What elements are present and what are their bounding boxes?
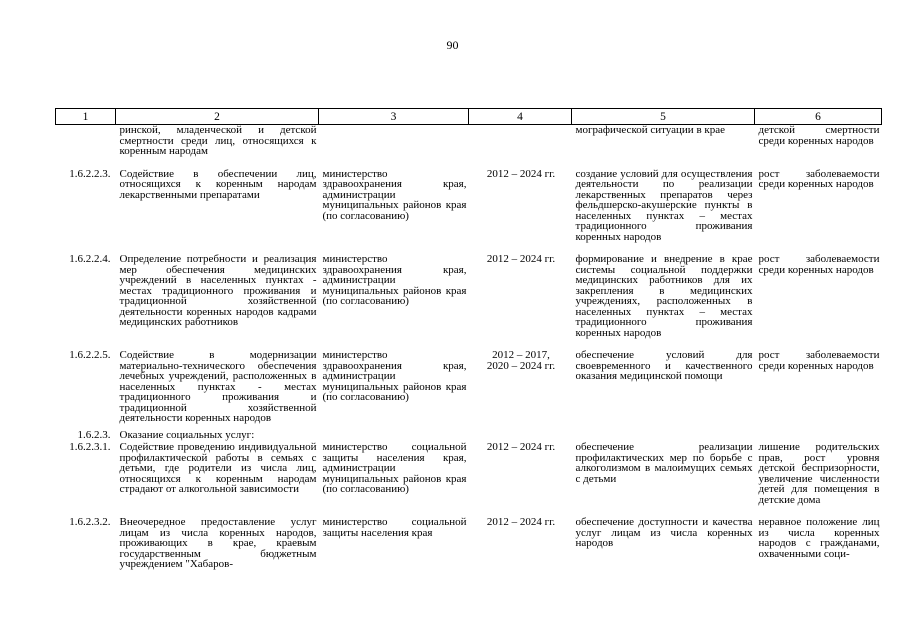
expected-result: мографической ситуации в крае — [575, 124, 725, 136]
page-number: 90 — [446, 38, 459, 52]
measure-text: Определение потребности и реализация мер обеспечения медицинских учреждений в населенных пунктах - местах традиционного проживания и традиционной хозяйственной деятельности коренных народов кадрами медицинских работников — [119, 253, 317, 328]
table-row — [56, 350, 882, 430]
table-row — [56, 517, 882, 570]
table-row — [56, 125, 882, 169]
item-number: 1.6.2.3.2. — [69, 516, 111, 528]
section-title: Оказание социальных услуг: — [119, 428, 255, 441]
table-row — [56, 442, 882, 517]
period: 2012 – 2024 гг. — [486, 253, 556, 265]
risk-effect: детской смертности среди коренных народов — [758, 124, 880, 147]
column-header: 1 — [56, 109, 116, 125]
measure-text: Содействие в обеспечении лиц, относящихся к коренным народам лекарственными препаратами — [119, 167, 317, 201]
table-row — [56, 254, 882, 350]
risk-effect: рост заболеваемости среди коренных народов — [758, 253, 880, 276]
item-number — [56, 125, 116, 169]
column-number-header — [56, 109, 882, 125]
risk-effect: лишение родительских прав, рост уровня детской беспризорности, увеличение численности детей для помещения в детские дома — [758, 441, 880, 506]
executor: министерство социальной защиты населения края, администрации муниципальных районов края (по согласованию) — [322, 441, 467, 495]
period: 2012 – 2024 гг. — [486, 167, 556, 180]
measures-table — [55, 108, 882, 570]
measure-text: Внеочередное предоставление услуг лицам из числа коренных народов, проживающих в крае, краевым государственным бюджетным учреждением "Хабаров- — [119, 516, 317, 570]
table-row — [56, 169, 882, 255]
period — [469, 125, 572, 169]
period: 2012 – 2017, 2020 – 2024 гг. — [486, 349, 556, 372]
executor: министерство социальной защиты населения края — [322, 516, 467, 539]
expected-result: обеспечение условий для своевременного и качественного оказания медицинской помощи — [575, 349, 753, 382]
risk-effect: неравное положение лиц из числа коренных народов с гражданами, охваченными соци- — [758, 516, 880, 560]
column-header: 3 — [319, 109, 469, 125]
period: 2012 – 2024 гг. — [486, 516, 556, 528]
executor: министерство здравоохранения края, администрации муниципальных районов края (по согласованию) — [322, 253, 467, 307]
measure-text: ринской, младенческой и детской смертности среди лиц, относящихся к коренным народам — [119, 124, 317, 157]
executor — [319, 125, 469, 169]
expected-result: обеспечение реализации профилактических мер по борьбе с алкоголизмом в малоимущих семьях с детьми — [575, 441, 753, 485]
risk-effect: рост заболеваемости среди коренных народов — [758, 167, 880, 190]
item-number: 1.6.2.3. — [77, 428, 111, 441]
expected-result: создание условий для осуществления деятельности по реализации лекарственных препаратов через фельдшерско-акушерские пункты в населенных пунктах – местах традиционного проживания коренных народов — [575, 167, 753, 243]
executor: министерство здравоохранения края, администрации муниципальных районов края (по согласованию) — [322, 349, 467, 403]
executor: министерство здравоохранения края, администрации муниципальных районов края (по согласованию) — [322, 167, 467, 222]
column-header: 5 — [572, 109, 755, 125]
period: 2012 – 2024 гг. — [486, 441, 556, 453]
column-header: 6 — [755, 109, 882, 125]
expected-result: формирование и внедрение в крае системы социальной поддержки медицинских работников для их закрепления в медицинских учреждениях, расположенных в населенных пунктах – местах традиционного проживания коренных народов — [575, 253, 753, 339]
expected-result: обеспечение доступности и качества услуг лицам из числа коренных народов — [575, 516, 753, 549]
column-header: 4 — [469, 109, 572, 125]
item-number: 1.6.2.3.1. — [69, 441, 111, 453]
column-header: 2 — [116, 109, 319, 125]
item-number: 1.6.2.2.5. — [69, 349, 111, 361]
item-number: 1.6.2.2.4. — [69, 253, 111, 265]
risk-effect: рост заболеваемости среди коренных народов — [758, 349, 880, 372]
measure-text: Содействие проведению индивидуальной профилактической работы в семьях с детьми, где родители из числа лиц, относящихся к коренным народам страдают от алкогольной зависимости — [119, 441, 317, 495]
item-number: 1.6.2.2.3. — [69, 167, 111, 180]
measure-text: Содействие в модернизации материально-технического обеспечения лечебных учреждений, расположенных в населенных пунктах - местах традиционного проживания и традиционной хозяйственной деятельности коренных народов — [119, 349, 317, 424]
